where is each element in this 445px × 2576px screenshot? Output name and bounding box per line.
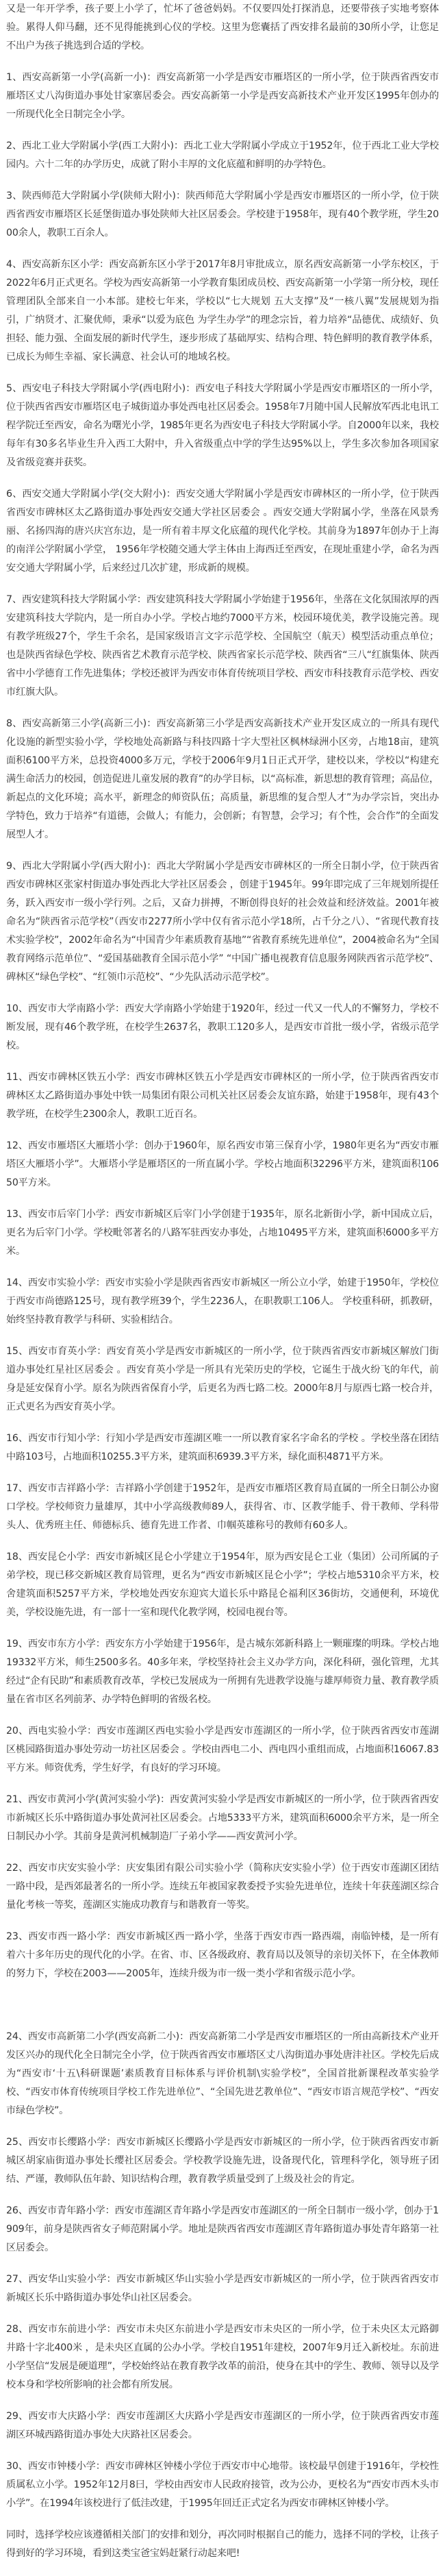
school-entry-24: 24、西安市高新第二小学(西安高新二小)：西安高新第二小学是西安市雁塔区的一所由高新技术产业开发区兴办的现代化全日制完全小学，位于陕西省西安市雁塔区丈八沟街道办事处唐沣社区。学校先后成为“西安市‘十五\科研课题’素质教育目标体系与评价机制\实验学校”，全国首批新课程改革实验学校、“西安市体育传统项目学校工作先进单位”、“全国先进艺教单位”、“西安市语言规范学校”、“西安市绿色学校”。 bbox=[6, 2031, 439, 2116]
school-entry-22: 22、西安市庆安实验小学：庆安集团有限公司实验小学（简称庆安实验小学）位于西安市莲湖区团结一路中段，是西郊最著名的一所小学。连续五年被国家教委授予实验先进单位，连续十年获莲湖区综合量化考核一等奖，莲湖区实施成功教育与和谐教育一等奖。 bbox=[6, 1863, 439, 1911]
school-entry-26: 26、西安市青年路小学：西安市莲湖区青年路小学是西安市莲湖区的一所全日制市一级小学，创办于1909年，前身是陕西省女子师范附属小学。地址是陕西省西安市莲湖区青年路街道办事处青年路第一社区居委会。 bbox=[6, 2205, 439, 2253]
school-entry-13: 13、西安市后宰门小学：西安市新城区后宰门小学创建于1935年，原名北新街小学，新中国成立后，更名为后宰门小学。学校毗邻著名的八路军驻西安办事处，占地10495平方米，建筑面积6000多平方米。 bbox=[6, 1209, 439, 1257]
school-entry-1: 1、西安高新第一小学(高新一小)：西安高新第一小学是西安市雁塔区的一所小学，位于陕西省西安市雁塔区丈八沟街道办事处甘家寨居委会。西安高新第一小学是西安高新技术产业开发区1995年创办的一所现代化全日制完全小学。 bbox=[6, 72, 439, 120]
blank-spacer bbox=[6, 1996, 439, 2028]
school-entry-27: 27、西安华山实验小学：西安市新城区华山实验小学是西安市新城区的一所小学，位于陕西省西安市新城区长乐中路街道办事处华山社区居委会。 bbox=[6, 2274, 439, 2303]
school-entry-25: 25、西安市长缨路小学：西安市新城区长缨路小学是西安市新城区的一所小学，位于陕西省西安市新城区胡家庙街道办事处长缨社区居委会。学校教学设施先进，设备现代化，管理科学化，领导班子团结、严谨，教师队伍年龄、知识结构合理，教育教学质量受到了上级及社会的肯定。 bbox=[6, 2137, 439, 2185]
school-entry-30: 30、西安市钟楼小学：西安市碑林区钟楼小学位于西安市中心地带。该校最早创建于1916年，学校性质属私立小学。1952年12月8曰，学校由西安市人民政府接管，改为公办，更校名为“西安市西木头市小学”。在1994年该校进行了低洼改建，于1995年回迁正式定名为西安市碑林区钟楼小学。 bbox=[6, 2461, 439, 2509]
school-entry-17: 17、西安市吉祥路小学：吉祥路小学创建于1952年，是西安市雁塔区教育局直属的一所全日制公办窗口学校。学校师资力量雄厚，其中小学高级教师89人，获得省、市、区教学能手、骨干教师、学科带头人、优秀班主任、师德标兵、德育先进工作者、巾帼英雄称号的教师有60多人。 bbox=[6, 1483, 439, 1531]
school-entry-23: 23、西安市西一路小学：西安市新城区西一路小学，坐落于西安市西一路西端，南临钟楼，是一所有着六十多年历史的现代化的小学。在省、市、区各级政府、教育局以及领导的亲切关怀下，在全体教师的努力下，学校在2003——2005年，连续升级为市一级一类小学和省级示范小学。 bbox=[6, 1931, 439, 1979]
conclusion-paragraph: 同时，选择学校应该遵循相关部门的安排和划分，再次同时根据自己的能力，选择不同的学校，让孩子得到好的学习环境，看到这类宝爸宝妈赶紧行动起来吧! bbox=[6, 2529, 439, 2559]
school-entry-12: 12、西安市雁塔区大雁塔小学：创办于1960年，原名西安市第三保育小学，1980年更名为“西安市雁塔区大雁塔小学”。大雁塔小学是雁塔区的一所直属小学。学校占地面积32296平方米，建筑面积10650平方米。 bbox=[6, 1140, 439, 1188]
school-entry-4: 4、西安高新东区小学：西安高新东区小学于2017年8月审批成立，原名西安高新第一小学东校区，于2022年6月正式更名。学校为西安高新第一小学教育集团成员校、西安高新第一小学第一所分校，现任管理团队全部来自一小本部。建校七年来，学校以“七大规划 五大支撑”及“一核八翼”发展规划为指引，广纳贤才、汇聚优师，秉承“以爱为底色 为学生办学”的理念宗旨，着力培养“品德优、成绩好、负担轻、能力强、全面发展的新时代学生，逐步形成了基础厚实、结构合理、特色鲜明的教育教学体系，已成长为师生幸福、家长满意、社会认可的地域名校。 bbox=[6, 259, 439, 363]
school-entry-14: 14、西安市实验小学：西安市实验小学是陕西省西安市新城区一所公立小学，始建于1950年，学校位于西安市尚德路125号，现有教学班39个，学生2236人，在职教职工106人。 学校重科研，抓教研，始终坚持教育教学与科研、实验相结合。 bbox=[6, 1277, 439, 1325]
school-entry-10: 10、西安市大学南路小学：西安大学南路小学始建于1920年，经过一代又一代人的不懈努力，学校不断发展，现有46个教学班，在校学生2637名，教职工120多人，是西安市首批一级小学，省级示范学校。 bbox=[6, 1003, 439, 1051]
school-entry-6: 6、西安交通大学附属小学(交大附小)：西安交通大学附属小学是西安市碑林区的一所小学，位于陕西省西安市碑林区太乙路街道办事处西安交通大学社区居委会 。西安交通大学附属小学，坐落在风景秀丽、名扬四海的唐兴庆宫东边，是一所有着丰厚文化底蕴的现代化学校。其前身为1897年创办于上海的南洋公学附属小学堂， 1956年学校随交通大学主体由上海西迁至西安，在现址重建小学，命名为西安交通大学附属小学，后来经过几次扩建，形成新的规模。 bbox=[6, 489, 439, 574]
school-entry-21: 21、西安市黄河小学(黄河实验小学)：西安黄河实验小学是西安市新城区的一所小学，位于陕西省西安市新城区长乐中路街道办事处黄河社区居委会。占地5333平方米，建筑面积6000余平方米，是一所全日制民办小学。其前身是黄河机械制造厂子弟小学——西安黄河小学。 bbox=[6, 1794, 439, 1842]
school-entry-9: 9、西北大学附属小学(西大附小)：西北大学附属小学是西安市碑林区的一所全日制小学，位于陕西省西安市碑林区张家村街道办事处西北大学社区居委会 ，创建于1945年。99年即完成了三年规划所提任务，跃入西安市一级小学行列。之后，又奋力拼搏，不断创得良好的社会效益和经济效益。2001年被命名为“陕西省示范学校”（西安市2277所小学中仅有省示范小学18所，占千分之八）、“省现代教育技术实验学校”，2002年命名为“中国青少年素质教育基地”“省教育系统先进单位”，2004被命名为“全国教育网络示范单位”、“爱国基础教育全国示范小学” “中国广播电视教育信息服务网陕西省示范学校”、碑林区“绿色学校”、“红领巾示范校”、“少先队活动示范学校”。 bbox=[6, 861, 439, 983]
school-entry-2: 2、西北工业大学附属小学(西工大附小)：西北工业大学附属小学成立于1952年，位于西北工业大学校园内。六十二年的办学历史，成就了附小丰厚的文化底蕴和鲜明的办学特色。 bbox=[6, 140, 439, 170]
school-entry-20: 20、西电实验小学：西安市莲湖区西电实验小学是西安市莲湖区的一所小学，位于陕西省西安市莲湖区桃园路街道办事处劳动一坊社区居委会 。学校由西电二小、西电四小重组而成，占地面积16067.83平方米。师资优秀，学生好学，有良好的学习环境。 bbox=[6, 1726, 439, 1774]
school-entry-15: 15、西安市育英小学：西安育英小学是西安市新城区的一所小学，位于陕西省西安市新城区解放门街道办事处红星社区居委会 。西安育英小学是一所具有光荣历史的学校，它诞生于战火纷飞的年代，前身是延安保育小学。原名为陕西省保育小学，后更名为西七路二校。2000年8月与原西七路一校合并，正式更名为西安育英小学。 bbox=[6, 1346, 439, 1412]
school-entry-18: 18、西安昆仑小学：西安市新城区昆仑小学建立于1954年，原为西安昆仑工业（集团）公司所属的子弟学校，现已移交新城区教育局管理，更名为“西安市新城区昆仑小学”；学校占地5310余平方米，校舍建筑面积5257平方米，学校地处西安东迎宾大道长乐中路昆仑福利区36街坊，交通便利，环境优美，学校设施先进，有一部十一室和现代化教学网，校园电视台等。 bbox=[6, 1551, 439, 1618]
school-entry-11: 11、西安市碑林区铁五小学：西安市碑林区铁五小学是西安市碑林区的一所小学，位于陕西省西安市碑林区太乙路街道办事处中铁一局集团有限公司机关社区居委会友谊东路，始建于1958年，现有43个教学班，在校学生2300余人，教职工近百名。 bbox=[6, 1072, 439, 1120]
school-entry-16: 16、西安市行知小学：行知小学是西安市莲湖区唯一一所以教育家名字命名的学校 。学校坐落在团结中路103号，占地面积10255.3平方米，建筑面积6939.3平方米，绿化面积4871平方米。 bbox=[6, 1433, 439, 1462]
school-entry-28: 28、西安市东前进小学：西安市未央区东前进小学是西安市未央区的一所小学，位于未央区太元路御井路十字北400米 ，是未央区直属的公办小学。学校自1951年建校，2007年9月迁入新校址。东前进小学坚信“发展是硬道理”，学校始终站在教育教学改革的前沿，使身在其中的学生、教师、领导以及学校本身和学校所影响的社会都有所发展。 bbox=[6, 2324, 439, 2390]
intro-paragraph: 又是一年开学季，孩子要上小学了，忙坏了爸爸妈妈。不仅要四处打探消息，还要带孩子实地考察体验。累得人仰马翻，还不见得能挑到心仪的学校。这里为您囊括了西安排名最前的30所小学，让您足不出户为孩子挑选到合适的学校。 bbox=[6, 3, 439, 51]
school-entry-19: 19、西安市东方小学：西安东方小学始建于1956年，是古城东郊新科路上一颗璀璨的明珠。学校占地19332平方米，师生2500多名。40多年来，学校坚持社会主义办学方向，深化科研，强化管理，尤其经过“企有民助”和素质教育改革，学校已发展成为一所拥有先进教学设施与雄厚师资力量、教育教学质量在省市区名列前茅、办学特色鲜明的省级名校。 bbox=[6, 1639, 439, 1705]
school-entry-3: 3、陕西师范大学附属小学(陕师大附小)：陕西师范大学附属小学是西安市雁塔区的一所小学，位于陕西省西安市雁塔区长延堡街道办事处陕师大社区居委会。学校建于1958年，现有40个教学班，学生2000余人，教职工百余人。 bbox=[6, 191, 439, 238]
school-entry-7: 7、西安建筑科技大学附属小学：西安建筑科技大学附属小学始建于1956年，坐落在文化氛围浓厚的西安建筑科技大学院内，是一所自办小学。学校占地约7000平方米，校园环境优美，教学设施完善。现有教学班级27个，学生千余名，是国家级语言文字示范学校、全国航空（航天）模型活动重点单位；也是陕西省绿色学校、陕西省艺术教育示范学校、陕西省家长示范学校、陕西省“三八“红旗集体、陕西省中小学德育工作先进集体；学校还被评为西安市体育传统项目学校、西安市科技教育示范学校、西安市红旗大队。 bbox=[6, 594, 439, 698]
school-entry-8: 8、西安高新第三小学(高新三小)：西安高新第三小学是西安高新技术产业开发区成立的一所具有现代化设施的新型实验小学，学校地处高新路与科技四路十字大型社区枫林绿洲小区旁，占地18亩，建筑面积6100平方米，总投资4000多万元，学校于2006年9月1日正式开学，建校以来，学校以“构建充满生命活力的校园，创造促进儿童发展的教育”的办学目标，以“高标准，新思想的教育管理；高品位，新起点的文化环境；高水平，新理念的师资队伍；高质量，新思维的复合型人才”为办学宗旨，突出办学特色，致力于培养“有道德，会做人；有能力，会创新；有智慧，会学习；有个性，会合作”的全面发展型人才。 bbox=[6, 718, 439, 840]
school-entry-29: 29、西安市大庆路小学：西安市莲湖区大庆路小学是西安市莲湖区的一所小学，位于陕西省西安市莲湖区环城西路街道办事处大庆路社区居委会。 bbox=[6, 2411, 439, 2440]
school-entry-5: 5、西安电子科技大学附属小学(西电附小)：西安电子科技大学附属小学是西安市雁塔区的一所小学，位于陕西省西安市雁塔区电子城街道办事处西电社区居委会。1958年7月随中国人民解放军西北电讯工程学院迁至西安，命名为曙光小学，1985年更名为西安电子科技大学附属小学。自2000年以来，我校每年有30多名毕业生升入西工大附中，升入省级重点中学的学生达95%以上，学生多次参加各项国家及省级竞赛并获奖。 bbox=[6, 383, 439, 468]
